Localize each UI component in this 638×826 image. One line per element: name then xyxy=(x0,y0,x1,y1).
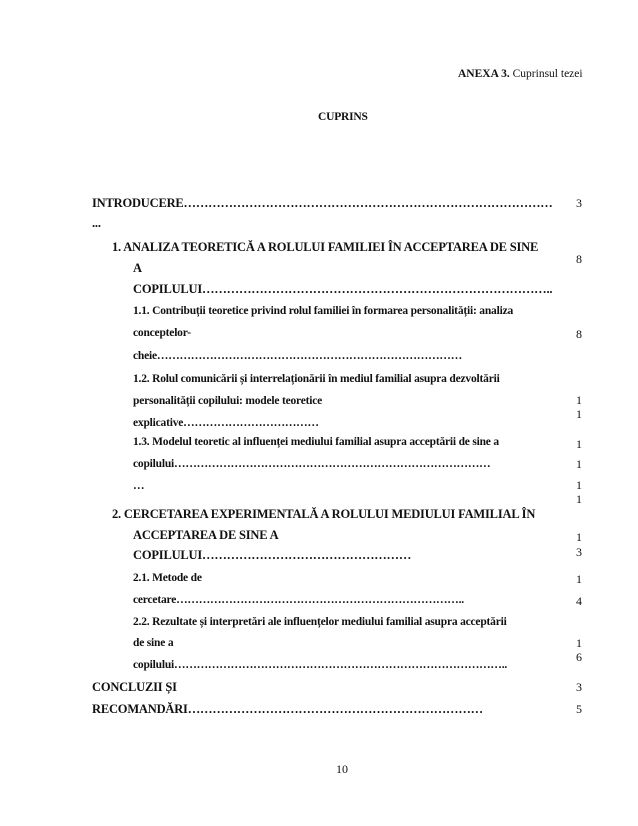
toc-s13-page-a: 1 xyxy=(576,437,582,451)
toc-s13-line2: copilului………………………………………………………………………… xyxy=(133,458,491,470)
toc-s22-line3: copilului…………………………………………………………………………….. xyxy=(133,659,508,671)
toc-conc-page-a: 3 xyxy=(576,680,582,694)
toc-s21-page-b: 4 xyxy=(576,594,582,608)
toc-ch1-line3: COPILULUI………………………………………………………………………….. xyxy=(133,282,553,296)
toc-s11-line1[interactable]: 1.1. Contribuții teoretice privind rolul familiei în formarea personalității: analiza xyxy=(133,305,514,317)
toc-ch2-line2: ACCEPTAREA DE SINE A xyxy=(133,528,279,542)
annex-title: Cuprinsul tezei xyxy=(512,68,583,80)
toc-s13-page-b: 1 xyxy=(576,457,582,471)
toc-ch2-page-a: 1 xyxy=(576,530,582,544)
toc-conc-line1[interactable]: CONCLUZII ȘI xyxy=(92,680,177,694)
toc-ch2-line1[interactable]: 2. CERCETAREA EXPERIMENTALĂ A ROLULUI MEDIULUI FAMILIAL ÎN xyxy=(112,507,536,521)
toc-ch1-line1[interactable]: 1. ANALIZA TEORETICĂ A ROLULUI FAMILIEI ÎN ACCEPTAREA DE SINE xyxy=(112,240,539,254)
toc-s13-page-d: 1 xyxy=(576,492,582,506)
toc-intro-line1[interactable]: INTRODUCERE……………………………………………………………………………… xyxy=(92,196,553,210)
toc-s12-page-a: 1 xyxy=(576,393,582,407)
toc-s21-page-a: 1 xyxy=(576,572,582,586)
toc-s11-line2: conceptelor- xyxy=(133,327,191,339)
toc-s12-line3: explicative……………………………… xyxy=(133,417,319,429)
page-number: 10 xyxy=(336,762,348,776)
toc-ch2-line3: COPILULUI…………………………………………… xyxy=(133,548,412,562)
toc-s13-line3: … xyxy=(133,480,145,492)
toc-s11-line3: cheie……………………………………………………………………… xyxy=(133,350,463,362)
toc-s13-line1[interactable]: 1.3. Modelul teoretic al influenței mediului familial asupra acceptării de sine a xyxy=(133,436,499,448)
annex-label: ANEXA 3. xyxy=(458,68,510,80)
toc-s21-line2: cercetare………………………………………………………………….. xyxy=(133,594,464,606)
toc-s11-page: 8 xyxy=(576,327,582,341)
toc-s12-line1[interactable]: 1.2. Rolul comunicării și interrelaționării în mediul familial asupra dezvoltării xyxy=(133,373,500,385)
toc-s21-line1[interactable]: 2.1. Metode de xyxy=(133,572,202,584)
toc-ch1-page: 8 xyxy=(576,252,582,266)
toc-ch1-line2: A xyxy=(133,261,142,275)
toc-conc-line2: RECOMANDĂRI……………………………………………………………… xyxy=(92,702,483,716)
toc-intro-page: 3 xyxy=(576,196,582,210)
toc-s22-page-a: 1 xyxy=(576,636,582,650)
toc-s12-page-b: 1 xyxy=(576,407,582,421)
toc-s13-page-c: 1 xyxy=(576,478,582,492)
toc-intro-line2: ... xyxy=(92,216,101,230)
toc-conc-page-b: 5 xyxy=(576,702,582,716)
toc-s22-line2: de sine a xyxy=(133,637,174,649)
toc-s12-line2: personalității copilului: modele teoretice xyxy=(133,395,323,407)
toc-ch2-page-b: 3 xyxy=(576,545,582,559)
toc-s22-page-b: 6 xyxy=(576,650,582,664)
annex-header xyxy=(458,68,583,80)
page-title: CUPRINS xyxy=(318,111,368,123)
toc-s22-line1[interactable]: 2.2. Rezultate și interpretări ale influențelor mediului familial asupra acceptării xyxy=(133,616,507,628)
